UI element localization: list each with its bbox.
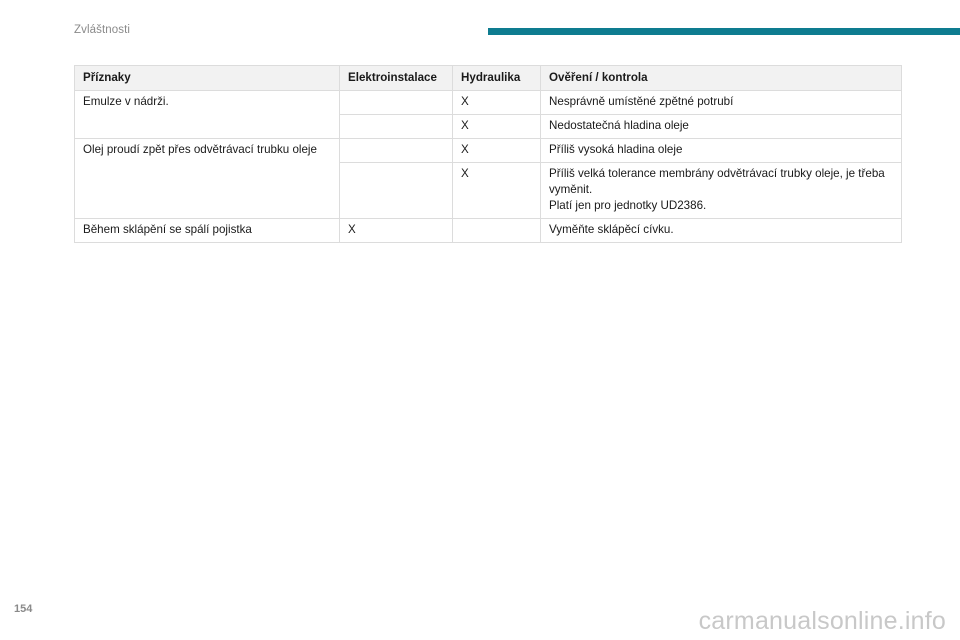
hydraulic-cell: X (453, 163, 541, 219)
electrical-cell (340, 163, 453, 219)
check-cell: Nedostatečná hladina oleje (541, 115, 902, 139)
electrical-cell: X (340, 219, 453, 243)
page-number: 154 (14, 603, 33, 615)
table-row (75, 219, 902, 243)
hydraulic-cell: X (453, 115, 541, 139)
column-header-hydraulic: Hydraulika (453, 66, 541, 91)
check-cell: Vyměňte sklápěcí cívku. (541, 219, 902, 243)
check-cell: Nesprávně umístěné zpětné potrubí (541, 91, 902, 115)
symptom-cell: Olej proudí zpět přes odvětrávací trubku oleje (75, 139, 340, 219)
check-cell: Příliš velká tolerance membrány odvětrávací trubky oleje, je třeba vyměnit. Platí jen pro jednotky UD2386. (541, 163, 902, 219)
hydraulic-cell (453, 219, 541, 243)
column-header-check: Ověření / kontrola (541, 66, 902, 91)
header-accent-bar (488, 28, 960, 35)
electrical-cell (340, 139, 453, 163)
troubleshooting-table (74, 65, 902, 243)
check-cell: Příliš vysoká hladina oleje (541, 139, 902, 163)
column-header-electrical: Elektroinstalace (340, 66, 453, 91)
table-row (75, 91, 902, 115)
table-row (75, 139, 902, 163)
watermark: carmanualsonline.info (698, 607, 946, 635)
hydraulic-cell: X (453, 139, 541, 163)
column-header-symptoms: Příznaky (75, 66, 340, 91)
section-title: Zvláštnosti (74, 24, 131, 36)
electrical-cell (340, 115, 453, 139)
electrical-cell (340, 91, 453, 115)
table-header-row (75, 66, 902, 91)
symptom-cell: Emulze v nádrži. (75, 91, 340, 139)
hydraulic-cell: X (453, 91, 541, 115)
symptom-cell: Během sklápění se spálí pojistka (75, 219, 340, 243)
